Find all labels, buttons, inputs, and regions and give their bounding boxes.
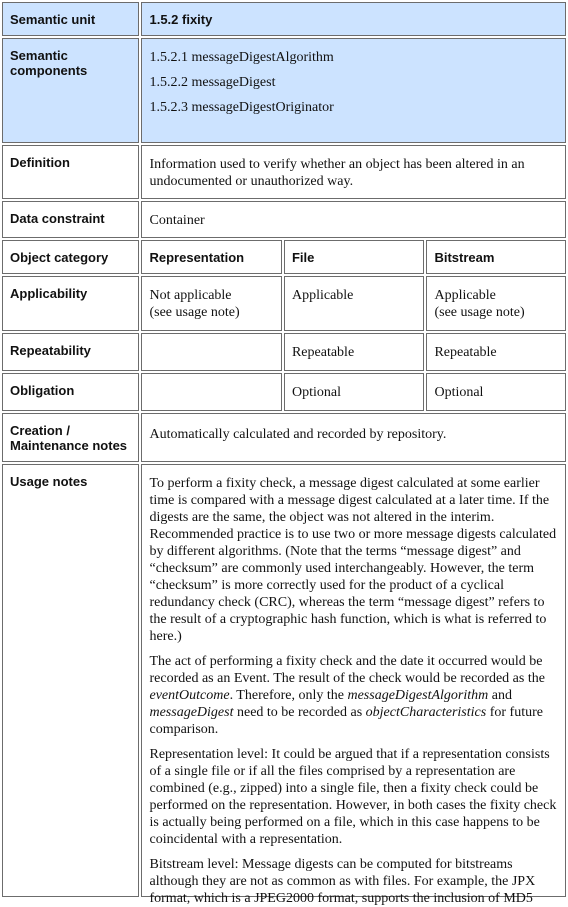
semantic-components-list	[141, 38, 566, 143]
row-repeatability	[2, 333, 566, 371]
object-category-label: Object category	[2, 240, 139, 274]
applicability-label: Applicability	[2, 276, 139, 331]
category-file: File	[284, 240, 424, 274]
applicability-file: Applicable	[284, 276, 424, 331]
applicability-bit-line2: (see usage note)	[434, 305, 525, 320]
repeatability-label: Repeatability	[2, 333, 139, 371]
usage-notes-label: Usage notes	[2, 464, 139, 897]
category-bitstream: Bitstream	[426, 240, 566, 274]
obligation-bitstream: Optional	[426, 373, 566, 411]
semantic-components-label: Semantic components	[2, 38, 139, 143]
semantic-unit-label: Semantic unit	[2, 2, 139, 36]
obligation-label: Obligation	[2, 373, 139, 411]
data-constraint-label: Data constraint	[2, 201, 139, 238]
creation-notes-value: Automatically calculated and recorded by repository.	[141, 413, 566, 462]
row-object-category	[2, 240, 566, 274]
category-representation: Representation	[141, 240, 281, 274]
component-item: 1.5.2.2 messageDigest	[149, 75, 276, 90]
row-data-constraint	[2, 201, 566, 238]
row-creation-notes	[2, 413, 566, 462]
applicability-bit-line1: Applicable	[434, 288, 496, 303]
usage-paragraph-4: Bitstream level: Message digests can be computed for bitstreams although they are not as common as with files. For example, the JPX format, which is a JPEG2000 format, supports the inclusion of MD5	[149, 857, 536, 906]
row-obligation	[2, 373, 566, 411]
usage-paragraph-3: Representation level: It could be argued that if a representation consists of a single file or if all the files comprised by a representation are combined (e.g., zipped) into a single file, then a fixity check could be performed on the representation. However, in both cases the fixity check is actually being performed on a file, which in this case happens to be coincidental with a representation.	[149, 747, 557, 847]
row-applicability	[2, 276, 566, 331]
creation-notes-label	[2, 413, 139, 462]
applicability-representation	[141, 276, 281, 331]
row-semantic-components	[2, 38, 566, 143]
obligation-file: Optional	[284, 373, 424, 411]
applicability-bitstream	[426, 276, 566, 331]
definition-value: Information used to verify whether an object has been altered in an undocumented or unauthorized way.	[141, 145, 566, 199]
row-semantic-unit	[2, 2, 566, 36]
usage-paragraph-1: To perform a fixity check, a message digest calculated at some earlier time is compared with a message digest calculated at a later time. If the digests are the same, the object was not altered in the interim. Recommended practice is to use two or more message digests calculated by different algorithms. (Note that the terms “message digest” and “checksum” are commonly used interchangeably. However, the term “checksum” is more correctly used for the product of a cyclical redundancy check (CRC), whereas the term “message digest” refers to the result of a cryptographic hash function, which is what is referred to here.)	[149, 476, 557, 644]
component-item: 1.5.2.1 messageDigestAlgorithm	[149, 50, 334, 65]
repeatability-file: Repeatable	[284, 333, 424, 371]
creation-label-line1: Creation /	[10, 423, 70, 438]
term-message-digest-algorithm: messageDigestAlgorithm	[347, 688, 489, 703]
semantic-unit-value: 1.5.2 fixity	[141, 2, 566, 36]
repeatability-representation	[141, 333, 281, 371]
usage-paragraph-2: The act of performing a fixity check and the date it occurred would be recorded as an Event. The result of the check would be recorded as the eventOutcome. Therefore, only the messageDigestAlgorithm and messageDigest need to be recorded as objectCharacteristics for future comparison.	[149, 654, 545, 737]
applicability-rep-line2: (see usage note)	[149, 305, 240, 320]
repeatability-bitstream: Repeatable	[426, 333, 566, 371]
definition-label: Definition	[2, 145, 139, 199]
term-object-characteristics: objectCharacteristics	[365, 705, 487, 720]
data-constraint-value: Container	[141, 201, 566, 238]
applicability-rep-line1: Not applicable	[149, 288, 232, 303]
term-message-digest: messageDigest	[149, 705, 234, 720]
obligation-representation	[141, 373, 281, 411]
row-definition	[2, 145, 566, 199]
row-usage-notes	[2, 464, 566, 897]
usage-notes-value	[141, 464, 566, 906]
creation-label-line2: Maintenance notes	[10, 438, 128, 453]
component-item: 1.5.2.3 messageDigestOriginator	[149, 100, 334, 115]
term-event-outcome: eventOutcome	[149, 688, 230, 703]
